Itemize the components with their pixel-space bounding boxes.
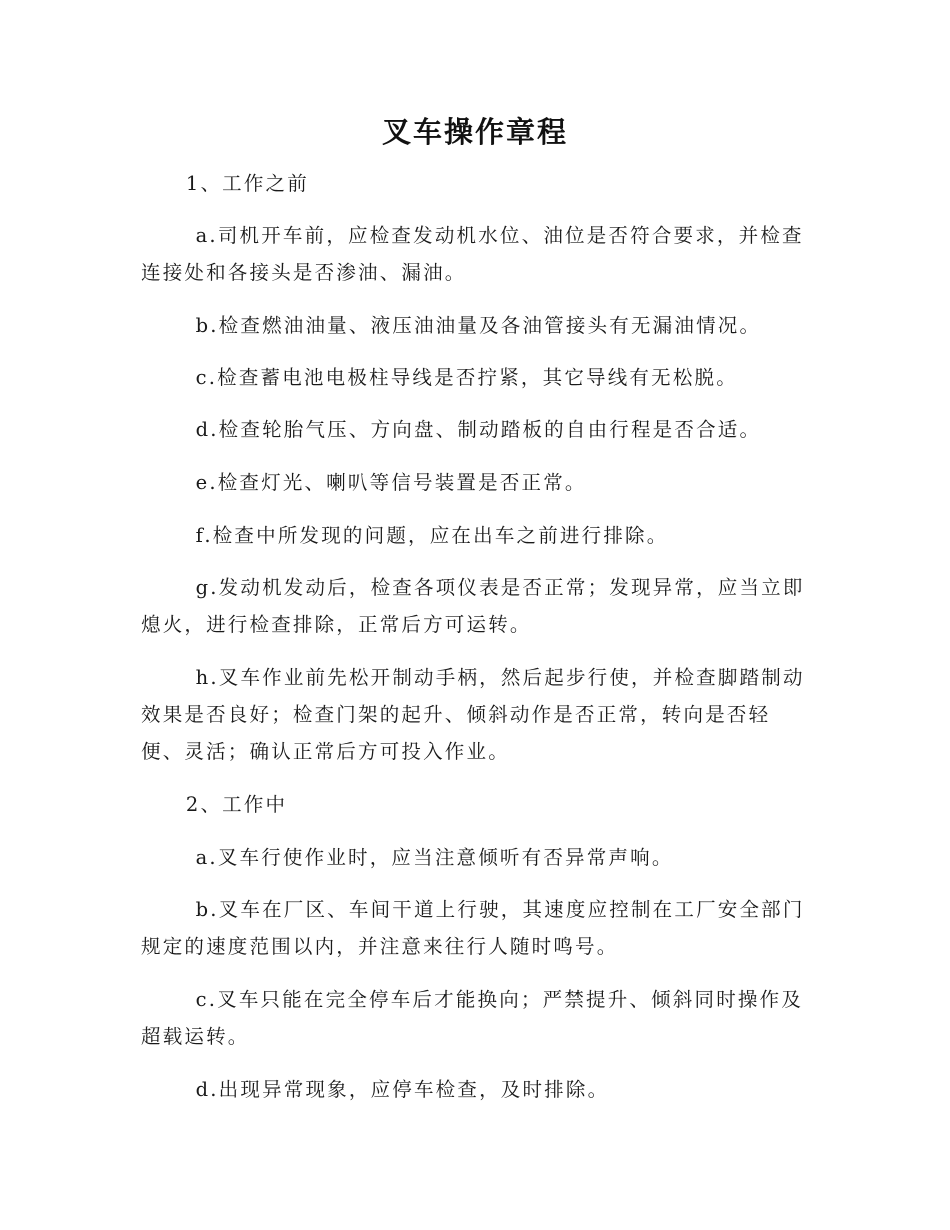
paragraph-2c: c.叉车只能在完全停车后才能换向；严禁提升、倾斜同时操作及超载运转。 xyxy=(141,988,804,1048)
section-heading-during-work: 2、工作中 xyxy=(185,793,288,816)
paragraph-2a: a.叉车行使作业时，应当注意倾听有否异常声响。 xyxy=(195,846,674,869)
paragraph-1a: a.司机开车前，应检查发动机水位、油位是否符合要求，并检查连接处和各接头是否渗油、漏油。 xyxy=(141,224,804,284)
document-title: 叉车操作章程 xyxy=(381,115,568,149)
paragraph-2d: d.出现异常现象，应停车检查，及时排除。 xyxy=(195,1078,610,1101)
paragraph-1b: b.检查燃油油量、液压油油量及各油管接头有无漏油情况。 xyxy=(195,314,762,337)
paragraph-1g: g.发动机发动后，检查各项仪表是否正常；发现异常，应当立即熄火，进行检查排除，正常后方可运转。 xyxy=(141,576,805,636)
paragraph-1f: f.检查中所发现的问题，应在出车之前进行排除。 xyxy=(195,524,669,547)
paragraph-2b: b.叉车在厂区、车间干道上行驶，其速度应控制在工厂安全部门规定的速度范围以内，并注意来往行人随时鸣号。 xyxy=(141,898,805,958)
section-heading-before-work: 1、工作之前 xyxy=(185,172,309,195)
paragraph-1d: d.检查轮胎气压、方向盘、制动踏板的自由行程是否合适。 xyxy=(195,418,762,441)
paragraph-1e: e.检查灯光、喇叭等信号装置是否正常。 xyxy=(195,471,587,494)
paragraph-1c: c.检查蓄电池电极柱导线是否拧紧，其它导线有无松脱。 xyxy=(195,366,738,389)
paragraph-1h: h.叉车作业前先松开制动手柄，然后起步行使，并检查脚踏制动效果是否良好；检查门架的起升、倾斜动作是否正常，转向是否轻便、灵活；确认正常后方可投入作业。 xyxy=(141,666,805,763)
